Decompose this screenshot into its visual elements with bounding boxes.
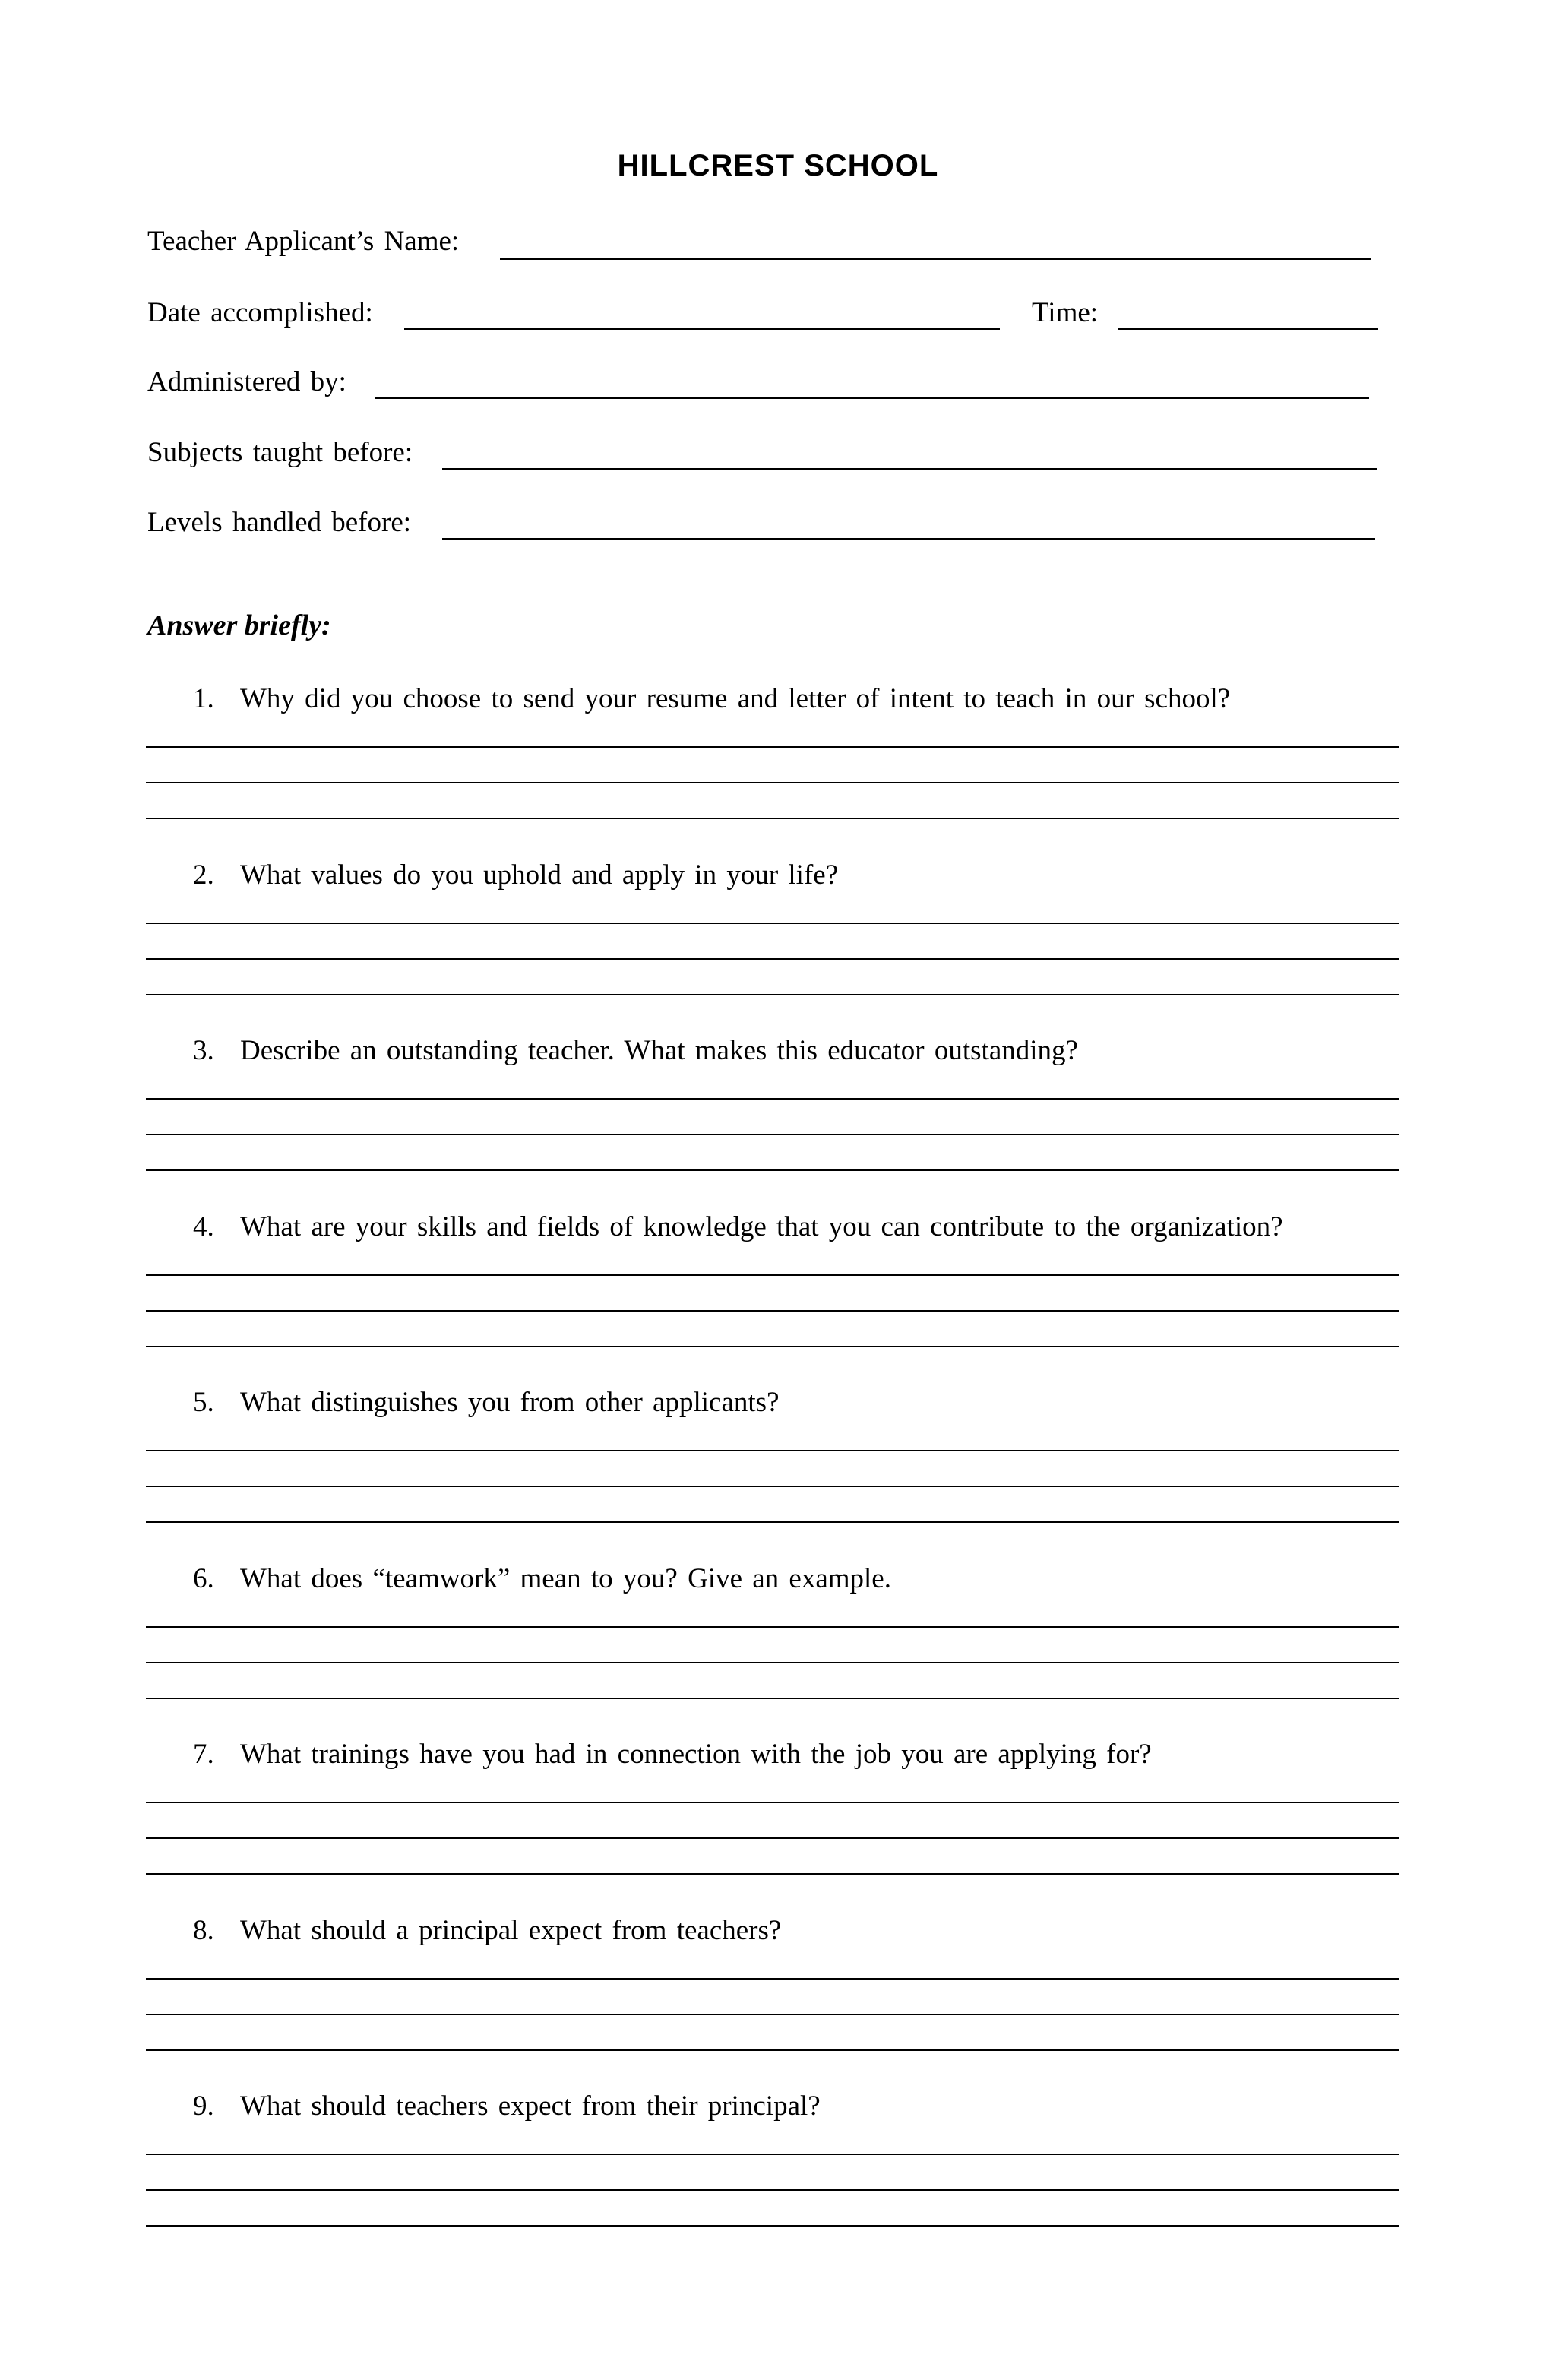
question-number: 7. bbox=[193, 1739, 214, 1770]
applicant-name-label: Teacher Applicant’s Name: bbox=[147, 226, 460, 257]
levels-handled-field[interactable] bbox=[442, 538, 1375, 540]
answer-line[interactable] bbox=[146, 958, 1399, 960]
answer-line[interactable] bbox=[146, 1873, 1399, 1875]
question-text: What should a principal expect from teachers? bbox=[240, 1915, 782, 1946]
answer-line[interactable] bbox=[146, 818, 1399, 819]
question-number: 8. bbox=[193, 1915, 214, 1946]
section-instruction: Answer briefly: bbox=[147, 609, 331, 641]
question-number: 6. bbox=[193, 1563, 214, 1594]
answer-line[interactable] bbox=[146, 923, 1399, 924]
applicant-name-field[interactable] bbox=[500, 258, 1371, 260]
question-text: Why did you choose to send your resume and letter of intent to teach in our school? bbox=[240, 683, 1231, 714]
answer-line[interactable] bbox=[146, 1450, 1399, 1451]
answer-line[interactable] bbox=[146, 2049, 1399, 2051]
question-number: 3. bbox=[193, 1035, 214, 1066]
answer-line[interactable] bbox=[146, 2189, 1399, 2191]
administered-by-label: Administered by: bbox=[147, 366, 346, 397]
question-number: 9. bbox=[193, 2090, 214, 2122]
question-text: What distinguishes you from other applicants? bbox=[240, 1387, 780, 1418]
answer-line[interactable] bbox=[146, 1310, 1399, 1312]
answer-line[interactable] bbox=[146, 2014, 1399, 2015]
answer-line[interactable] bbox=[146, 994, 1399, 995]
answer-line[interactable] bbox=[146, 1698, 1399, 1699]
answer-line[interactable] bbox=[146, 1521, 1399, 1523]
subjects-taught-field[interactable] bbox=[442, 468, 1377, 470]
date-accomplished-label: Date accomplished: bbox=[147, 297, 373, 328]
administered-by-field[interactable] bbox=[375, 397, 1369, 399]
answer-line[interactable] bbox=[146, 1098, 1399, 1100]
question-number: 4. bbox=[193, 1211, 214, 1242]
question-text: What are your skills and fields of knowledge that you can contribute to the organization? bbox=[240, 1211, 1283, 1242]
subjects-taught-label: Subjects taught before: bbox=[147, 437, 413, 468]
time-field[interactable] bbox=[1118, 328, 1378, 330]
answer-line[interactable] bbox=[146, 1486, 1399, 1487]
answer-line[interactable] bbox=[146, 1662, 1399, 1663]
school-title: HILLCREST SCHOOL bbox=[617, 149, 939, 182]
question-number: 1. bbox=[193, 683, 214, 714]
answer-line[interactable] bbox=[146, 1802, 1399, 1803]
answer-line[interactable] bbox=[146, 1837, 1399, 1839]
question-text: What values do you uphold and apply in your life? bbox=[240, 859, 839, 891]
question-text: What trainings have you had in connection with the job you are applying for? bbox=[240, 1739, 1152, 1770]
answer-line[interactable] bbox=[146, 746, 1399, 748]
question-text: What should teachers expect from their principal? bbox=[240, 2090, 821, 2122]
answer-line[interactable] bbox=[146, 2225, 1399, 2227]
answer-line[interactable] bbox=[146, 1134, 1399, 1135]
question-text: Describe an outstanding teacher. What makes this educator outstanding? bbox=[240, 1035, 1078, 1066]
question-text: What does “teamwork” mean to you? Give an example. bbox=[240, 1563, 891, 1594]
answer-line[interactable] bbox=[146, 2154, 1399, 2155]
answer-line[interactable] bbox=[146, 1626, 1399, 1628]
question-number: 2. bbox=[193, 859, 214, 891]
time-label: Time: bbox=[1032, 297, 1099, 328]
date-accomplished-field[interactable] bbox=[404, 328, 1000, 330]
levels-handled-label: Levels handled before: bbox=[147, 507, 412, 538]
answer-line[interactable] bbox=[146, 1346, 1399, 1347]
answer-line[interactable] bbox=[146, 1274, 1399, 1276]
answer-line[interactable] bbox=[146, 1978, 1399, 1980]
answer-line[interactable] bbox=[146, 1169, 1399, 1171]
question-number: 5. bbox=[193, 1387, 214, 1418]
answer-line[interactable] bbox=[146, 782, 1399, 783]
